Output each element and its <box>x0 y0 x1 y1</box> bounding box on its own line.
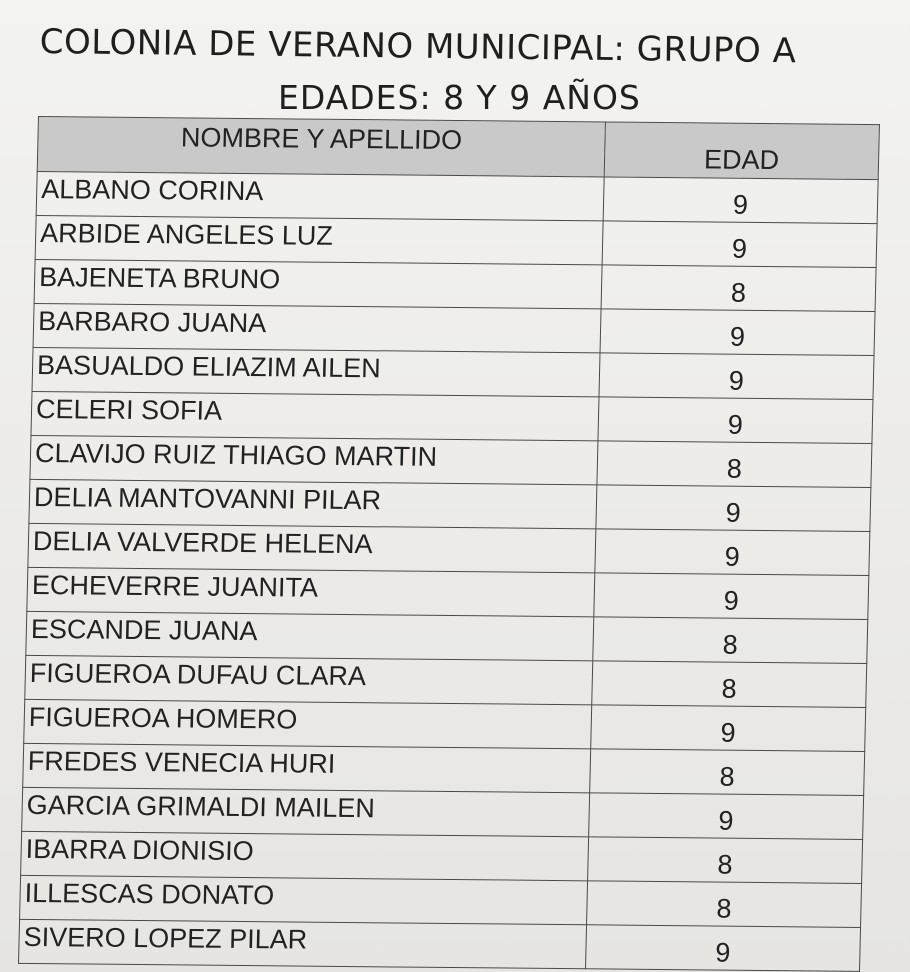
student-age: 9 <box>602 221 877 268</box>
student-age: 9 <box>599 353 874 400</box>
roster-table <box>18 116 880 972</box>
student-age: 9 <box>595 529 870 576</box>
student-name: FREDES VENECIA HURI <box>23 743 591 792</box>
student-name: GARCIA GRIMALDI MAILEN <box>22 787 590 836</box>
student-age: 9 <box>591 705 866 752</box>
student-age: 9 <box>594 573 869 620</box>
student-name: DELIA MANTOVANNI PILAR <box>29 479 597 528</box>
student-name: IBARRA DIONISIO <box>21 831 589 880</box>
student-age: 9 <box>598 397 873 444</box>
student-name: DELIA VALVERDE HELENA <box>28 523 596 572</box>
student-name: BAJENETA BRUNO <box>34 259 602 308</box>
document-title: COLONIA DE VERANO MUNICIPAL: GRUPO A <box>39 22 797 72</box>
table-row <box>19 919 861 971</box>
student-name: BASUALDO ELIAZIM AILEN <box>32 347 600 396</box>
student-name: ECHEVERRE JUANITA <box>27 567 595 616</box>
student-age: 8 <box>587 881 862 928</box>
student-name: ALBANO CORINA <box>36 171 604 220</box>
student-age: 8 <box>593 617 868 664</box>
student-age: 8 <box>590 749 865 796</box>
student-name: FIGUEROA DUFAU CLARA <box>25 655 593 704</box>
student-age: 8 <box>588 837 863 884</box>
student-age: 8 <box>597 441 872 488</box>
name-column-header: NOMBRE Y APELLIDO <box>37 117 605 177</box>
student-age: 9 <box>589 793 864 840</box>
student-age: 9 <box>603 177 878 224</box>
student-name: ARBIDE ANGELES LUZ <box>35 215 603 264</box>
student-name: FIGUEROA HOMERO <box>24 699 592 748</box>
student-name: CLAVIJO RUIZ THIAGO MARTIN <box>30 435 598 484</box>
document-subtitle: EDADES: 8 Y 9 AÑOS <box>278 78 641 117</box>
student-name: ESCANDE JUANA <box>26 611 594 660</box>
student-name: CELERI SOFIA <box>31 391 599 440</box>
student-name: BARBARO JUANA <box>33 303 601 352</box>
age-column-header: EDAD <box>604 122 879 180</box>
student-age: 9 <box>586 925 861 972</box>
student-name: ILLESCAS DONATO <box>20 875 588 924</box>
student-age: 9 <box>600 309 875 356</box>
table-header-row <box>37 117 879 180</box>
student-age: 8 <box>601 265 876 312</box>
student-age: 8 <box>592 661 867 708</box>
student-age: 9 <box>596 485 871 532</box>
student-name: SIVERO LOPEZ PILAR <box>19 919 587 968</box>
